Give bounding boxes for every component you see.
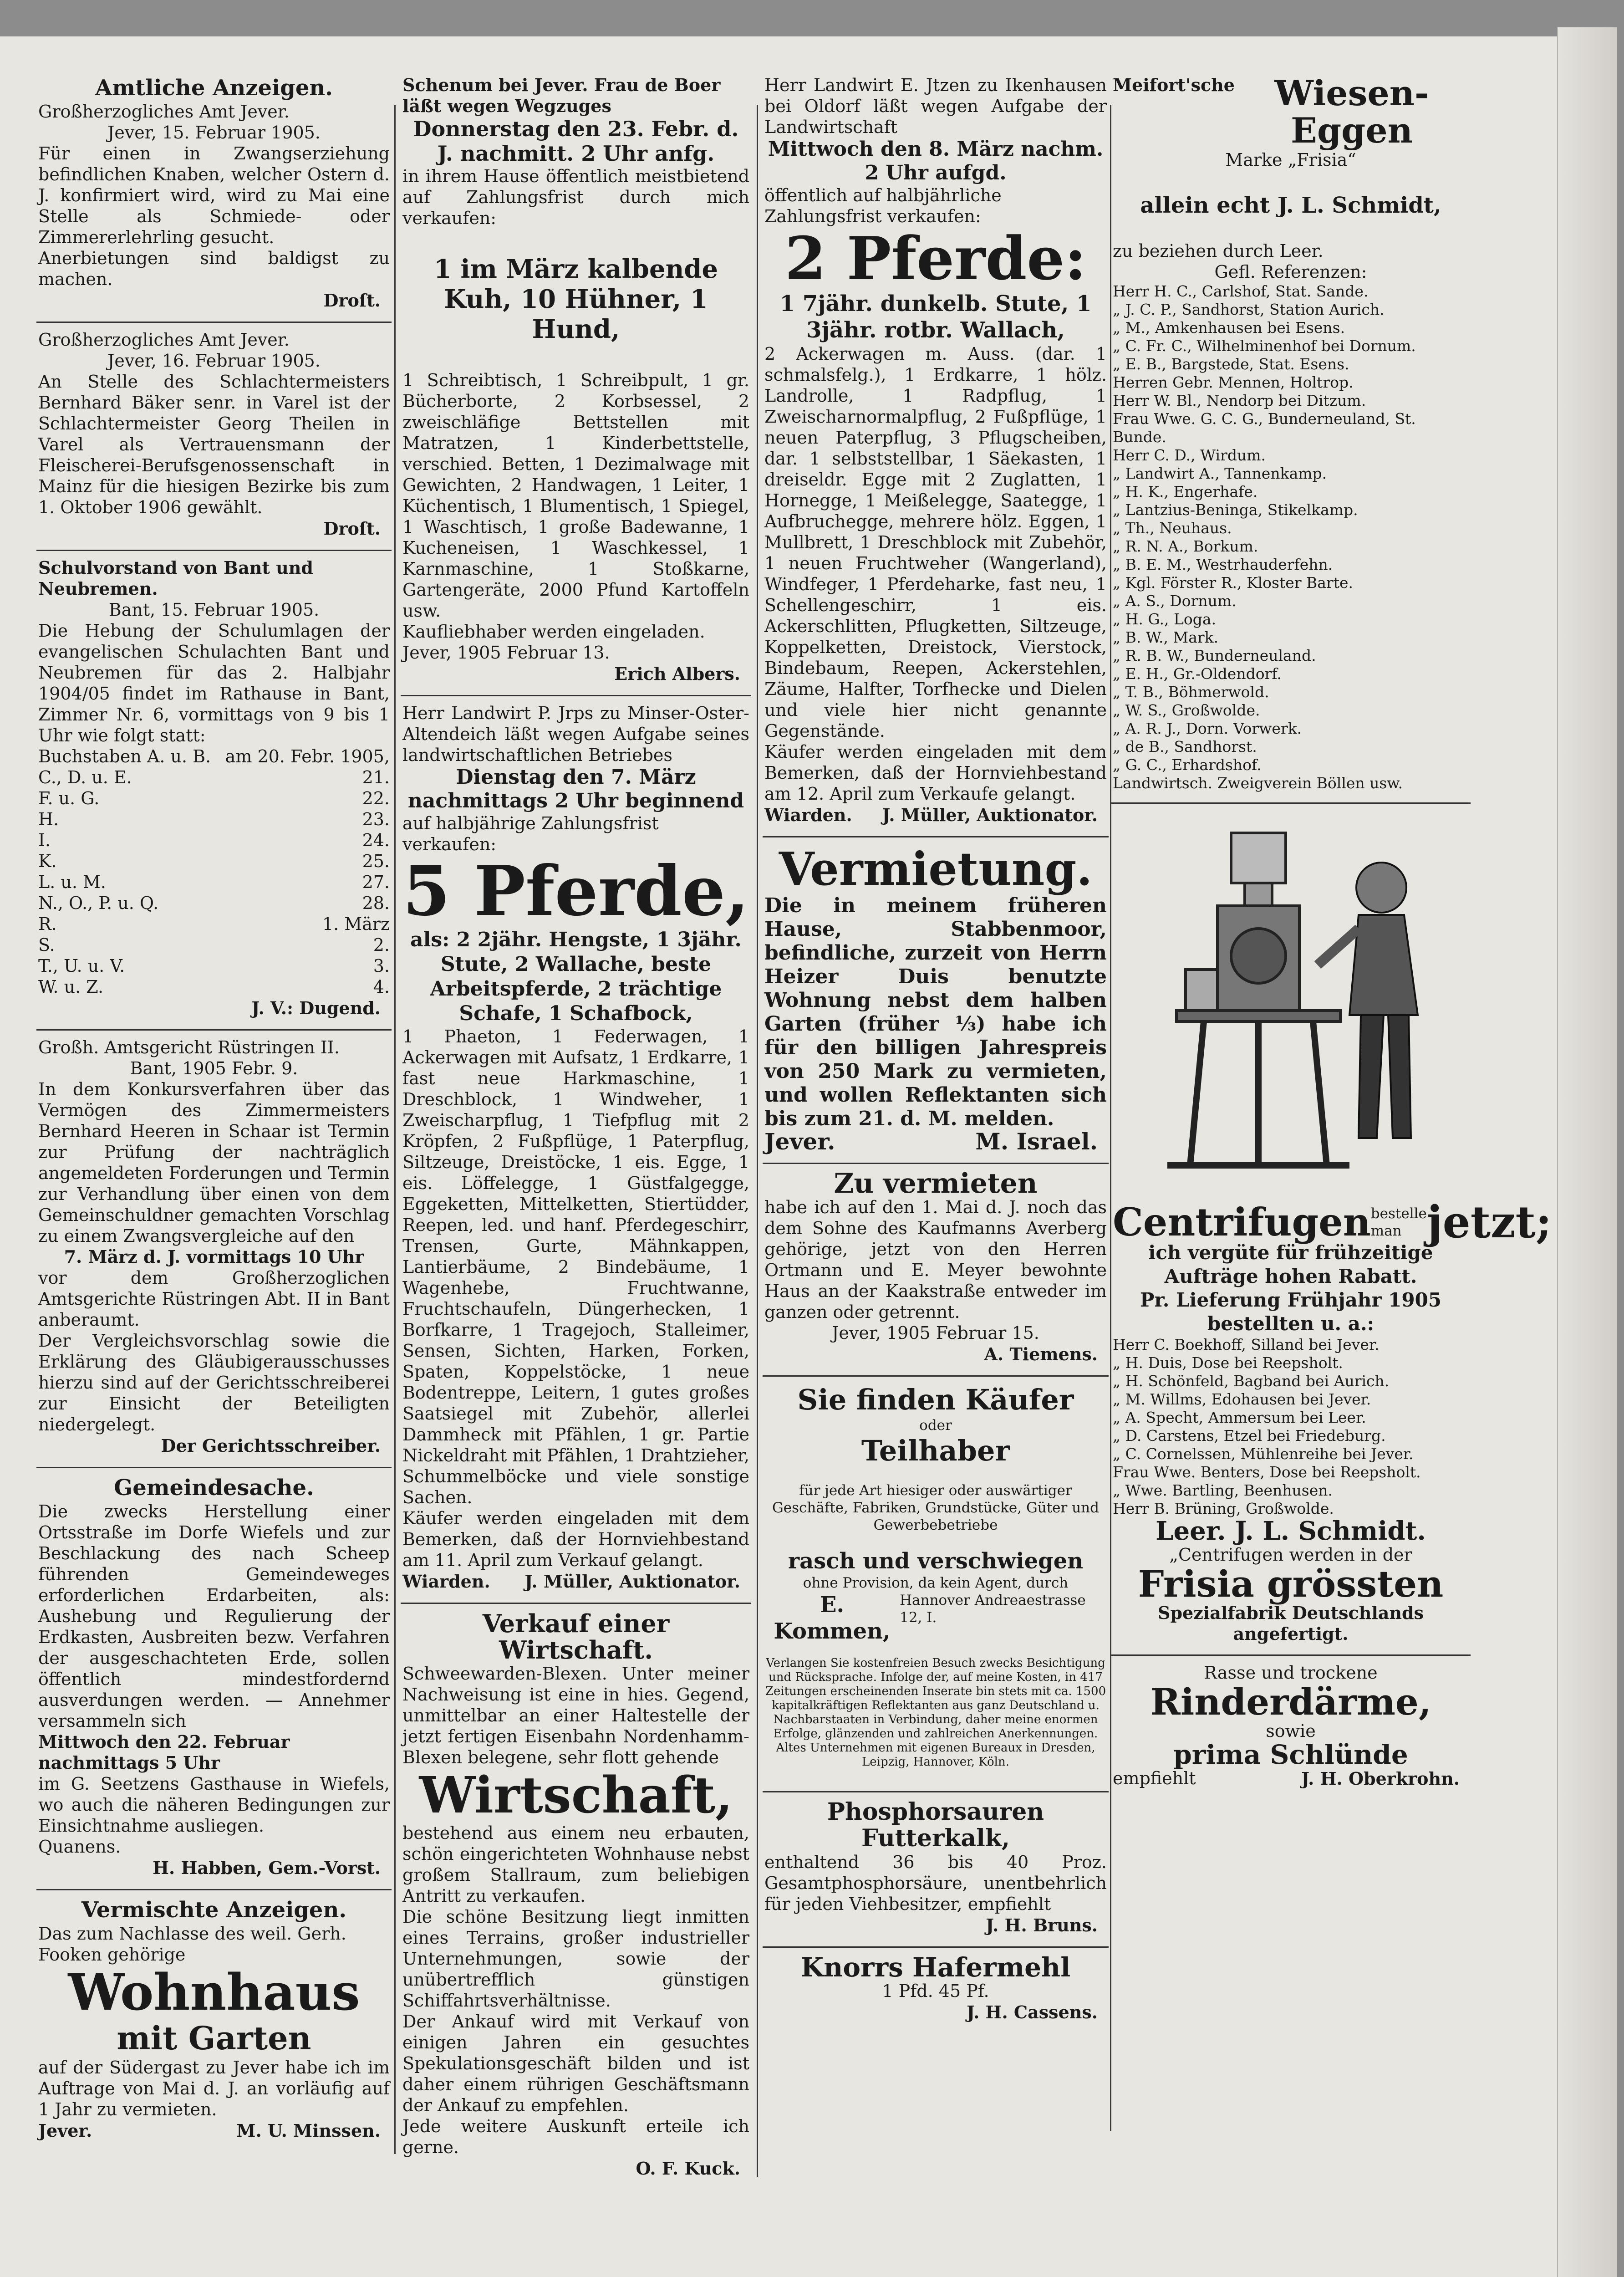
reference-item: Herr C. Boekhoff, Silland bei Jever. [1113, 1336, 1380, 1353]
reference-item: „ H. K., Engerhafe. [1113, 483, 1258, 500]
schedule-row [38, 872, 390, 893]
column-rule [757, 105, 758, 2177]
ad-brand: Frisia grössten [1138, 1562, 1444, 1605]
ad-items-highlight: 1 7jähr. dunkelb. Stute, 1 3jähr. rotbr. Wallach, [779, 291, 1092, 343]
schedule-row [38, 976, 390, 997]
schedule-row [38, 934, 390, 955]
ad-place: Jever. [38, 2120, 92, 2141]
reference-item: „ Landwirt A., Tannenkamp. [1113, 465, 1327, 482]
section-heading: Amtliche Anzeigen. [95, 75, 333, 101]
ad-date: Jever, 16. Februar 1905. [107, 351, 321, 371]
ad-hafermehl [763, 1948, 1109, 2033]
schedule-row [38, 914, 390, 934]
ad-signature: J. Müller, Auktionator. [882, 805, 1098, 825]
reference-item: „ J. C. P., Sandhorst, Station Aurich. [1113, 301, 1385, 318]
ad-date-highlight: Mittwoch den 8. März nachm. 2 Uhr aufgd. [768, 138, 1104, 184]
ad-centrifugen [1111, 804, 1552, 1656]
ad-schenum-auction [401, 68, 751, 696]
ad-body: vor dem Großherzoglichen Amtsgerichte Rüstringen Abt. II in Bant anberaumt. [38, 1268, 390, 1330]
reference-item: Herren Gebr. Mennen, Holtrop. [1113, 373, 1354, 391]
ad-body: Die zwecks Herstellung einer Ortsstraße im Dorfe Wiefels und zur Beschlackung des nach Scheep führenden Gemeindeweges erforderlichen Erdarbeiten, als: Aushebung und Regulierung der Erdkasten, Ausbreiten bezw. Verfahren der ausgeschachteten Erde, sollen öffentlich mindestfordernd ausverdungen werden. — Annehmer versammeln sich [38, 1501, 390, 1731]
ad-heading: Zu vermieten [834, 1168, 1038, 1200]
ad-lead: Herr Landwirt E. Jtzen zu Ikenhausen bei Oldorf läßt wegen Aufgabe der Landwirtschaft [764, 75, 1107, 137]
ad-signature: M. Israel. [975, 1128, 1098, 1155]
ad-firm: E. Kommen, [774, 1592, 891, 1644]
ad-body: enthaltend 36 bis 40 Proz. Gesamtphosphorsäure, unentbehrlich für jeden Viehbesitzer, empfiehlt [764, 1852, 1107, 1914]
ad-body: bestehend aus einem neu erbauten, schön eingerichteten Wohnhause nebst großem Stallraum, zum beliebigen Antritt zu verkaufen. Die schöne Besitzung liegt inmitten eines Terrains, großer industrieller Unternehmungen, sowie der unübertrefflich günstigen Schiffahrtsverhältnisse. Der Ankauf wird mit Verkauf von einigen Jahren ein gesuchtes Spekulationsgeschäft bilden und ist daher einem rührigen Geschäftsmann der Ankauf zu empfehlen. Jede weitere Auskunft erteile ich gerne. [402, 1823, 749, 2157]
ad-date-highlight: Dienstag den 7. März nachmittags 2 Uhr beginnend [407, 766, 744, 812]
reference-item: „ E. H., Gr.-Oldendorf. [1113, 665, 1282, 683]
column-4 [1111, 68, 1552, 1800]
ad-signature: Droſt. [323, 290, 381, 311]
ad-heading-prefix: Meifort'sche [1113, 75, 1235, 95]
ad-address: Hannover Andreaestrasse 12, I. [900, 1592, 1086, 1626]
ad-place: Quanens. [38, 1837, 121, 1857]
ad-date-highlight: Donnerstag den 23. Febr. d. J. nachmitt. 2 Uhr anfg. [413, 117, 739, 166]
ad-date: Jever, 1905 Februar 13. [402, 643, 610, 663]
ad-body: auf halbjährige Zahlungsfrist verkaufen: [402, 813, 659, 854]
reference-item: „ Wwe. Bartling, Beenhusen. [1113, 1481, 1333, 1499]
refs-title: Gefl. Referenzen: [1214, 262, 1367, 282]
schedule-date: 27. [362, 872, 390, 892]
ad-place: Jever. [764, 1128, 835, 1155]
ad-claim: Spezialfabrik Deutschlands angefertigt. [1158, 1603, 1424, 1644]
ad-body: Der Vergleichsvorschlag sowie die Erklärung des Gläubigerausschusses hierzu sind auf der Gerichtsschreiberei zur Einsicht der Beteiligten niedergelegt. [38, 1331, 390, 1435]
schedule-letters: L. u. M. [38, 872, 107, 892]
reference-item: Frau Wwe. G. C. G., Bunderneuland, St. Bunde. [1113, 410, 1416, 446]
ad-body: Pr. Lieferung Frühjahr 1905 bestellten u. a.: [1140, 1289, 1442, 1335]
ad-title: Wirtschaft, [419, 1766, 733, 1824]
schedule-date: 1. März [322, 914, 390, 934]
ad-5-pferde [401, 696, 751, 1604]
section-heading: Vermischte Anzeigen. [81, 1897, 347, 1923]
reference-item: „ E. B., Bargstede, Stat. Esens. [1113, 355, 1349, 373]
reference-item: „ C. Fr. C., Wilhelminenhof bei Dornum. [1113, 337, 1416, 355]
ad-body: Die Hebung der Schulumlagen der evangelischen Schulachten Bant und Neubremen für das 2. Halbjahr 1904/05 findet im Rathause in Bant, Zimmer Nr. 6, vormittags von 9 bis 1 Uhr wie folgt statt: [38, 621, 390, 745]
schedule-letters: W. u. Z. [38, 977, 104, 997]
ad-body: Käufer werden eingeladen mit dem Bemerken, daß der Hornviehbestand am 12. April zum Verkaufe gelangt. [764, 742, 1107, 804]
ad-body: zu beziehen durch Leer. [1113, 241, 1324, 261]
reference-item: „ W. S., Großwolde. [1113, 701, 1260, 719]
reference-item: „ de B., Sandhorst. [1113, 738, 1257, 756]
schedule-row [38, 830, 390, 851]
ad-wiesen-eggen [1111, 68, 1471, 804]
reference-item: „ B. E. M., Westrhauderfehn. [1113, 556, 1333, 573]
ad-items-highlight: als: 2 2jähr. Hengste, 1 3jähr. Stute, 2 Wallache, beste Arbeitspferde, 2 trächtige Schafe, 1 Schafbock, [410, 928, 742, 1025]
ad-date-highlight: Mittwoch den 22. Februar nachmittags 5 Uhr [38, 1731, 290, 1773]
ad-date: Bant, 15. Februar 1905. [108, 600, 320, 620]
ad-body: Das zum Nachlasse des weil. Gerh. Fooken gehörige [38, 1924, 346, 1965]
ad-body: ohne Provision, da kein Agent, durch [803, 1575, 1069, 1591]
ad-body: 1 Pfd. 45 Pf. [882, 1981, 989, 2001]
ad-amt-jever-2 [36, 323, 392, 551]
ad-signature: Droſt. [323, 518, 381, 539]
ad-place: Wiarden. [402, 1571, 490, 1592]
ad-subtitle: rasch und verschwiegen [788, 1548, 1084, 1574]
ad-lead: Schenum bei Jever. Frau de Boer läßt wegen Wegzuges [402, 75, 721, 116]
ad-signature: Der Gerichtsschreiber. [161, 1435, 381, 1456]
schedule-letters: T., U. u. V. [38, 956, 125, 976]
reference-item: „ M. Willms, Edohausen bei Jever. [1113, 1390, 1371, 1408]
ad-title: jetzt; [1426, 1196, 1552, 1248]
ad-body: in ihrem Hause öffentlich meistbietend auf Zahlungsfrist durch mich verkaufen: [402, 166, 749, 228]
ad-signature: O. F. Kuck. [636, 2158, 740, 2179]
ad-items-highlight: 1 im März kalbende Kuh, 10 Hühner, 1 Hund, [433, 254, 718, 344]
ad-signature: J. Müller, Auktionator. [524, 1571, 740, 1592]
reference-item: „ A. S., Dornum. [1113, 592, 1237, 610]
ad-title: Teilhaber [861, 1434, 1010, 1467]
ad-body: 2 Ackerwagen m. Auss. (dar. 1 schmalsfelg.), 1 Erdkarre, 1 hölz. Landrolle, 1 Radpflug, 1 Zweischarnormalpflug, 2 Fußpflüge, 1 neuen Paterpflug, 3 Pflugscheiben, dar. 1 selbststellbar, 1 Säekasten, 1 dreiseldr. Egge mit 2 Zuglatten, 1 Hornegge, 1 Meißelegge, Saategge, 1 Aufbruchegge, mehrere hölz. Eggen, 1 Mullbrett, 1 Dreschblock mit Zubehör, 1 neuen Fruchtweher (Wangerland), Windfeger, 1 Pferdeharke, fast neu, 1 Schellengeschirr, 1 eis. Ackerschlitten, Pflugketten, Siltzeuge, Koppelketten, Dreistock, Vierstock, Bindebaum, Reepen, Ackerstehlen, Zäume, Halfter, Torfhecke und Dielen und viele hier nicht genannte Gegenstände. [764, 344, 1107, 741]
ad-claim: allein echt J. L. Schmidt, [1140, 193, 1441, 218]
ad-body: im G. Seetzens Gasthause in Wiefels, wo auch die näheren Bedingungen zur Einsichtnahme ausliegen. [38, 1774, 390, 1836]
ad-body: 1 Schreibtisch, 1 Schreibpult, 1 gr. Bücherborte, 2 Korbsessel, 2 zweischläfige Bettstellen mit Matratzen, 1 Kinderbettstelle, verschied. Betten, 1 Dezimalwage mit Gewichten, 2 Handwagen, 1 Leiter, 1 Küchentisch, 1 Blumentisch, 1 Spiegel, 1 Waschtisch, 1 große Badewanne, 1 Kucheneisen, 1 Waschkessel, 1 Karnmaschine, 1 Stoßkarne, Gartengeräte, 2000 Pfund Kartoffeln usw. [402, 370, 749, 621]
ad-subtitle: mit Garten [117, 2019, 311, 2057]
ad-2-pferde [763, 68, 1109, 837]
schedule-letters: C., D. u. E. [38, 767, 132, 787]
ad-line: Großh. Amtsgericht Rüstringen II. [38, 1037, 340, 1057]
ad-heading: Gemeindesache. [114, 1475, 314, 1501]
reference-item: „ T. B., Böhmerwold. [1113, 683, 1269, 701]
schedule-row [38, 809, 390, 830]
ad-heading: Centrifugen [1113, 1200, 1371, 1245]
schedule-row [38, 955, 390, 976]
reference-item: „ B. W., Mark. [1113, 628, 1219, 646]
ad-place: Wiarden. [764, 805, 852, 825]
schedule-letters: K. [38, 851, 57, 871]
ad-signature: H. Habben, Gem.-Vorst. [153, 1858, 381, 1878]
column-1 [36, 68, 392, 2152]
reference-item: „ R. B. W., Bunderneuland. [1113, 647, 1316, 664]
ad-gemeindesache [36, 1468, 392, 1890]
reference-list [1113, 1336, 1469, 1518]
ad-wohnhaus [36, 1890, 392, 2152]
ad-signature: J. H. Oberkrohn. [1301, 1768, 1460, 1789]
ad-line: Großherzogliches Amt Jever. [38, 330, 290, 350]
centrifuge-illustration [1113, 819, 1468, 1193]
ad-body: Marke „Frisia“ [1225, 150, 1356, 170]
reference-item: Herr H. C., Carlshof, Stat. Sande. [1113, 282, 1369, 300]
schedule-letters: Buchstaben A. u. B. [38, 746, 211, 766]
ad-heading: Vermietung. [779, 842, 1093, 896]
reference-item: „ Th., Neuhaus. [1113, 519, 1232, 537]
ad-firm: Leer. J. L. Schmidt. [1156, 1516, 1426, 1546]
ad-signature: Erich Albers. [614, 664, 740, 684]
reference-item: „ A. Specht, Ammersum bei Leer. [1113, 1409, 1366, 1426]
ad-title: Wohnhaus [68, 1963, 360, 2022]
ad-schulvorstand [36, 551, 392, 1031]
ad-signature: J. H. Cassens. [967, 2002, 1098, 2022]
ad-heading: Verkauf einer Wirtschaft. [482, 1609, 670, 1664]
ad-aside: bestelle man [1370, 1205, 1427, 1239]
schedule-date: 21. [362, 767, 390, 787]
ad-body: An Stelle des Schlachtermeisters Bernhard Bäker senr. in Varel ist der Schlachtermeister Georg Theilen in Varel als Vertrauensmann der Fleischerei-Berufsgenossenschaft in Mainz für die hiesigen Bezirke bis zum 1. Oktober 1906 gewählt. [38, 372, 390, 517]
ad-line: Großherzogliches Amt Jever. [38, 102, 290, 122]
schedule-date: 22. [362, 788, 390, 808]
ad-signature: M. U. Minssen. [236, 2120, 381, 2141]
ad-heading: Phosphorsauren Futterkalk, [827, 1798, 1044, 1852]
ad-signature: A. Tiemens. [984, 1344, 1098, 1364]
reference-item: „ M., Amkenhausen bei Esens. [1113, 319, 1345, 337]
schedule-row [38, 893, 390, 914]
ad-amtsgericht [36, 1031, 392, 1468]
schedule-row [38, 746, 390, 767]
ad-kommen [763, 1377, 1109, 1792]
ad-body: empfiehlt [1113, 1768, 1196, 1788]
ad-body: auf der Südergast zu Jever habe ich im Auftrage von Mai d. J. an vorläufig auf 1 Jahr zu vermieten. [38, 2057, 390, 2119]
reference-item: Herr W. Bl., Nendorp bei Ditzum. [1113, 392, 1366, 409]
ad-futterkalk [763, 1792, 1109, 1948]
schedule-date: 2. [373, 935, 390, 955]
schedule-table [38, 746, 390, 997]
ad-fineprint: Verlangen Sie kostenfreien Besuch zwecks Besichtigung und Rücksprache. Infolge der, auf meine Kosten, in 417 Zeitungen erscheinenden Inserate bin stets mit ca. 1500 kapitalkräftigen Reflektanten aus ganz Deutschland u. Nachbarstaaten in Verbindung, daher meine enormen Erfolge, glänzenden und zahlreichen Anerkennungen. Altes Unternehmen mit eigenen Bureaux in Dresden, Leipzig, Hannover, Köln. [765, 1656, 1106, 1769]
reference-item: „ R. N. A., Borkum. [1113, 537, 1258, 555]
reference-item: Frau Wwe. Benters, Dose bei Reepsholt. [1113, 1463, 1421, 1481]
schedule-letters: H. [38, 809, 59, 829]
ad-body: ich vergüte für frühzeitige Aufträge hohen Rabatt. [1148, 1241, 1433, 1287]
reference-item: „ H. Schönfeld, Bagband bei Aurich. [1113, 1372, 1390, 1390]
column-2 [401, 68, 751, 2190]
schedule-letters: F. u. G. [38, 788, 100, 808]
ad-date-highlight: 7. März d. J. vormittags 10 Uhr [64, 1246, 364, 1267]
schedule-letters: I. [38, 830, 51, 850]
ad-amt-jever-1 [36, 68, 392, 323]
ad-title: 5 Pferde, [402, 851, 749, 931]
reference-list [1113, 282, 1469, 792]
ad-lead: Herr Landwirt P. Jrps zu Minser-Oster-Altendeich läßt wegen Aufgabe seines landwirtschaftlichen Betriebes [402, 703, 749, 765]
schedule-date: 3. [373, 956, 390, 976]
schedule-row [38, 851, 390, 872]
ad-body: 1 Phaeton, 1 Federwagen, 1 Ackerwagen mit Aufsatz, 1 Erdkarre, 1 fast neue Harkmaschine, 1 Dreschblock, 1 Windweher, 1 Zweischarpflug, 1 Tiefpflug mit 2 Kröpfen, 2 Fußpflüge, 1 Paterpflug, Siltzeuge, Dreistöcke, 1 eis. Egge, 1 eis. Löffelegge, 1 Güstfalgegge, Eggeketten, Mittelketten, Stiertüdder, Reepen, led. und hanf. Pferdegeschirr, Trensen, Gurte, Mähnkappen, Lantierbäume, 2 Bindebäume, 1 Wagenhebe, Fruchtwanne, Fruchtschaufeln, Düngerhecken, 1 Borfkarre, 1 Tragejoch, Stalleimer, Sensen, Sichten, Harken, Forken, Spaten, Koppelstöcke, 1 neue Bodentreppe, Leitern, 1 gutes großes Saatsiegel mit Zubehör, allerlei Dammheck mit Pfählen, 1 gr. Partie Nickeldraht mit Pfählen, 1 Drahtzieher, Schummelböcke und viele sonstige Sachen. [402, 1026, 749, 1507]
reference-item: „ A. R. J., Dorn. Vorwerk. [1113, 720, 1302, 737]
column-rule [394, 105, 396, 2154]
column-3 [763, 68, 1109, 2033]
ad-body: Anerbietungen sind baldigst zu machen. [38, 248, 390, 289]
ad-body: Kaufliebhaber werden eingeladen. [402, 622, 705, 642]
schedule-date: am 20. Febr. 1905, [225, 746, 390, 766]
schedule-date: 28. [362, 893, 390, 913]
reference-item: Herr B. Brüning, Großwolde. [1113, 1500, 1334, 1517]
ad-body: Schweewarden-Blexen. Unter meiner Nachweisung ist eine in hies. Gegend, unmittelbar an einer Haltestelle der jetzt fertigen Eisenbahn Nordenhamm-Blexen belegene, sehr flott gehende [402, 1664, 749, 1767]
reference-item: „ D. Carstens, Etzel bei Friedeburg. [1113, 1427, 1386, 1445]
reference-item: „ G. C., Erhardshof. [1113, 756, 1262, 774]
ad-body: Für einen in Zwangserziehung befindlichen Knaben, welcher Ostern d. J. konfirmiert wird, wird zu Mai eine Stelle als Schmiede- oder Zimmererlehrling gesucht. [38, 143, 390, 247]
ad-rinderdaerme [1111, 1656, 1471, 1800]
ad-heading: Schulvorstand von Bant und Neubremen. [38, 557, 313, 599]
ad-heading: Wiesen-Eggen [1274, 73, 1429, 151]
reference-item: „ H. G., Loga. [1113, 610, 1217, 628]
ad-title: 2 Pferde: [784, 224, 1087, 293]
ad-body: In dem Konkursverfahren über das Vermögen des Zimmermeisters Bernhard Heeren in Schaar ist Termin zur Prüfung der nachträglich angemeldeten Forderungen und Termin zur Verhandlung über einen von dem Gemeinschuldner gemachten Vorschlag zu einem Zwangsvergleiche auf den [38, 1079, 390, 1246]
ad-date: Jever, 15. Februar 1905. [107, 123, 321, 143]
ad-date: Jever, 1905 Februar 15. [832, 1323, 1039, 1343]
reference-item: „ Lantzius-Beninga, Stikelkamp. [1113, 501, 1358, 519]
reference-item: „ H. Duis, Dose bei Reepsholt. [1113, 1354, 1343, 1372]
ad-body: Die in meinem früheren Hause, Stabbenmoor, befindliche, zurzeit von Herrn Heizer Duis benutzte Wohnung nebst dem halben Garten (früher ⅓) habe ich für den billigen Jahrespreis von 250 Mark zu vermieten, und wollen Reflektanten sich bis zum 21. d. M. melden. [764, 894, 1107, 1130]
ad-subtitle: prima Schlünde [1173, 1739, 1408, 1770]
ad-connector: oder [919, 1417, 952, 1434]
reference-item: Herr C. D., Wirdum. [1113, 446, 1266, 464]
schedule-letters: N., O., P. u. Q. [38, 893, 159, 913]
ad-body: für jede Art hiesiger oder auswärtiger Geschäfte, Fabriken, Grundstücke, Güter und Gewerbebetriebe [772, 1482, 1099, 1533]
schedule-row [38, 767, 390, 788]
schedule-row [38, 788, 390, 809]
schedule-date: 23. [362, 809, 390, 829]
schedule-date: 24. [362, 830, 390, 850]
ad-body: habe ich auf den 1. Mai d. J. noch das dem Sohne des Kaufmanns Averberg gehörige, jetzt von den Herren Ortmann und E. Meyer bewohnte Haus an der Kaakstraße entweder im ganzen oder getrennt. [764, 1197, 1107, 1322]
ad-heading: Knorrs Hafermehl [800, 1952, 1071, 1983]
page-edge [1557, 27, 1617, 2277]
schedule-letters: S. [38, 935, 55, 955]
ad-lead: Rasse und trockene [1204, 1663, 1378, 1683]
schedule-letters: R. [38, 914, 57, 934]
ad-vermietung [763, 837, 1109, 1164]
ad-signature: J. H. Bruns. [986, 1915, 1098, 1935]
ad-zu-vermieten [763, 1164, 1109, 1377]
reference-item: „ Kgl. Förster R., Kloster Barte. [1113, 574, 1353, 592]
ad-wirtschaft [401, 1604, 751, 2190]
ad-date: Bant, 1905 Febr. 9. [130, 1058, 298, 1078]
ad-body: Käufer werden eingeladen mit dem Bemerken, daß der Hornviehbestand am 11. April zum Verkauf gelangt. [402, 1508, 749, 1570]
ad-claim: „Centrifugen werden in der [1169, 1545, 1412, 1565]
schedule-date: 4. [373, 977, 390, 997]
ad-connector: sowie [1266, 1721, 1316, 1741]
schedule-date: 25. [362, 851, 390, 871]
ad-title: Rinderdärme, [1150, 1680, 1431, 1723]
ad-heading: Sie finden Käufer [797, 1383, 1074, 1416]
ad-body: öffentlich auf halbjährliche Zahlungsfrist verkaufen: [764, 185, 1002, 226]
reference-item: „ C. Cornelssen, Mühlenreihe bei Jever. [1113, 1445, 1414, 1463]
ad-signature: J. V.: Dugend. [251, 998, 381, 1018]
reference-item: Landwirtsch. Zweigverein Böllen usw. [1113, 774, 1403, 792]
